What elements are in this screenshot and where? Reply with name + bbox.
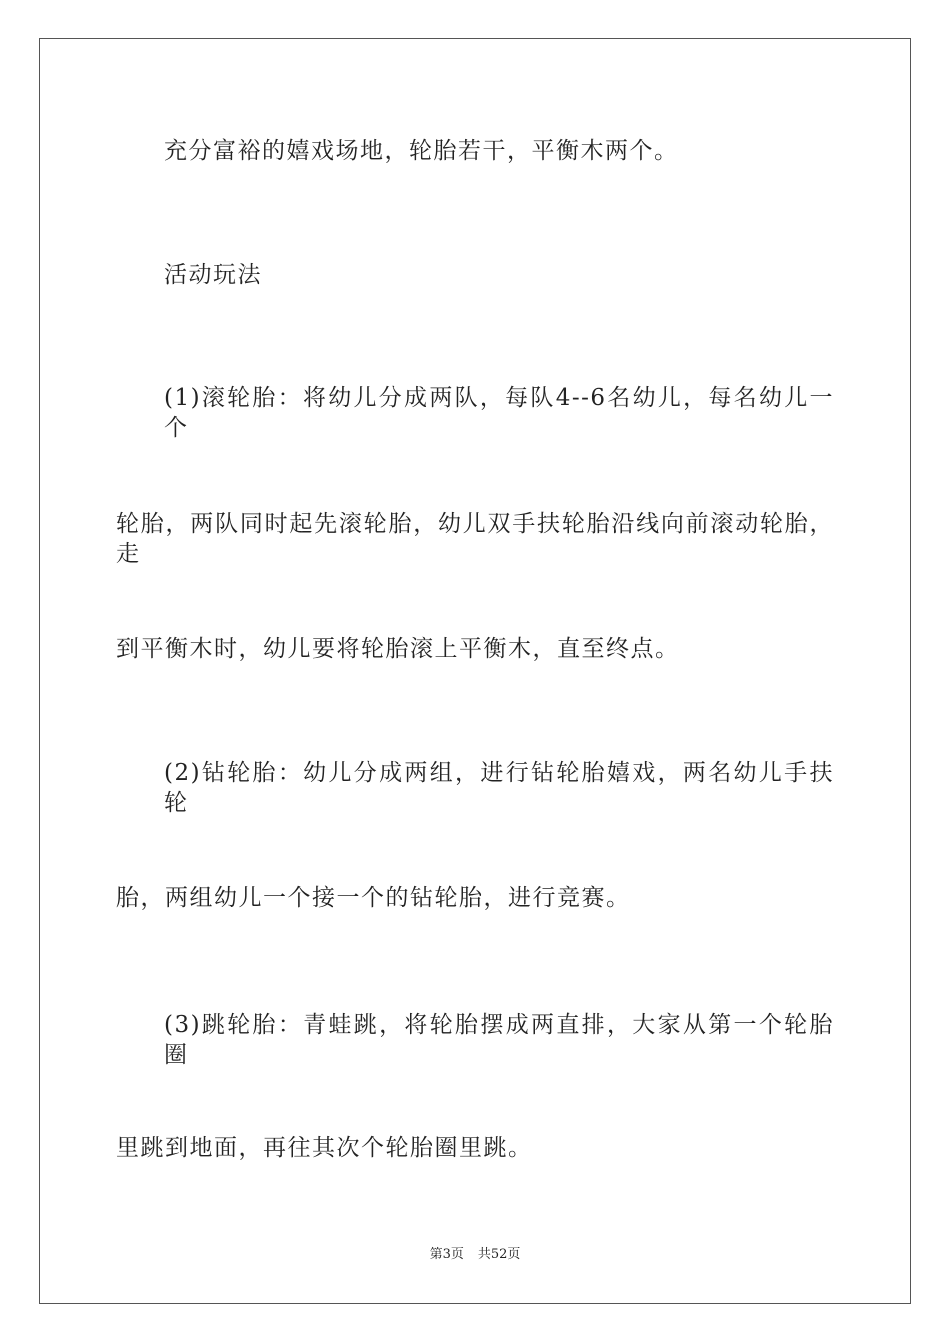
section-heading-activity: 活动玩法 — [164, 262, 262, 288]
page-number: 第3页 — [429, 1247, 464, 1262]
paragraph-1-line-2: 轮胎，两队同时起先滚轮胎，幼儿双手扶轮胎沿线向前滚动轮胎，走 — [116, 511, 834, 567]
paragraph-3-line-2: 里跳到地面，再往其次个轮胎圈里跳。 — [116, 1135, 533, 1161]
paragraph-1-line-1: (1)滚轮胎：将幼儿分成两队，每队4--6名幼儿，每名幼儿一个 — [164, 385, 834, 441]
page-total: 共52页 — [477, 1247, 521, 1262]
page-border — [39, 38, 911, 1304]
paragraph-2-line-1: (2)钻轮胎：幼儿分成两组，进行钻轮胎嬉戏，两名幼儿手扶轮 — [164, 760, 834, 816]
paragraph-1-line-3: 到平衡木时，幼儿要将轮胎滚上平衡木，直至终点。 — [116, 636, 680, 662]
paragraph-materials: 充分富裕的嬉戏场地，轮胎若干，平衡木两个。 — [164, 138, 679, 164]
paragraph-3-line-1: (3)跳轮胎：青蛙跳，将轮胎摆成两直排，大家从第一个轮胎圈 — [164, 1012, 834, 1068]
paragraph-2-line-2: 胎，两组幼儿一个接一个的钻轮胎，进行竞赛。 — [116, 885, 631, 911]
page-footer — [0, 1246, 950, 1264]
